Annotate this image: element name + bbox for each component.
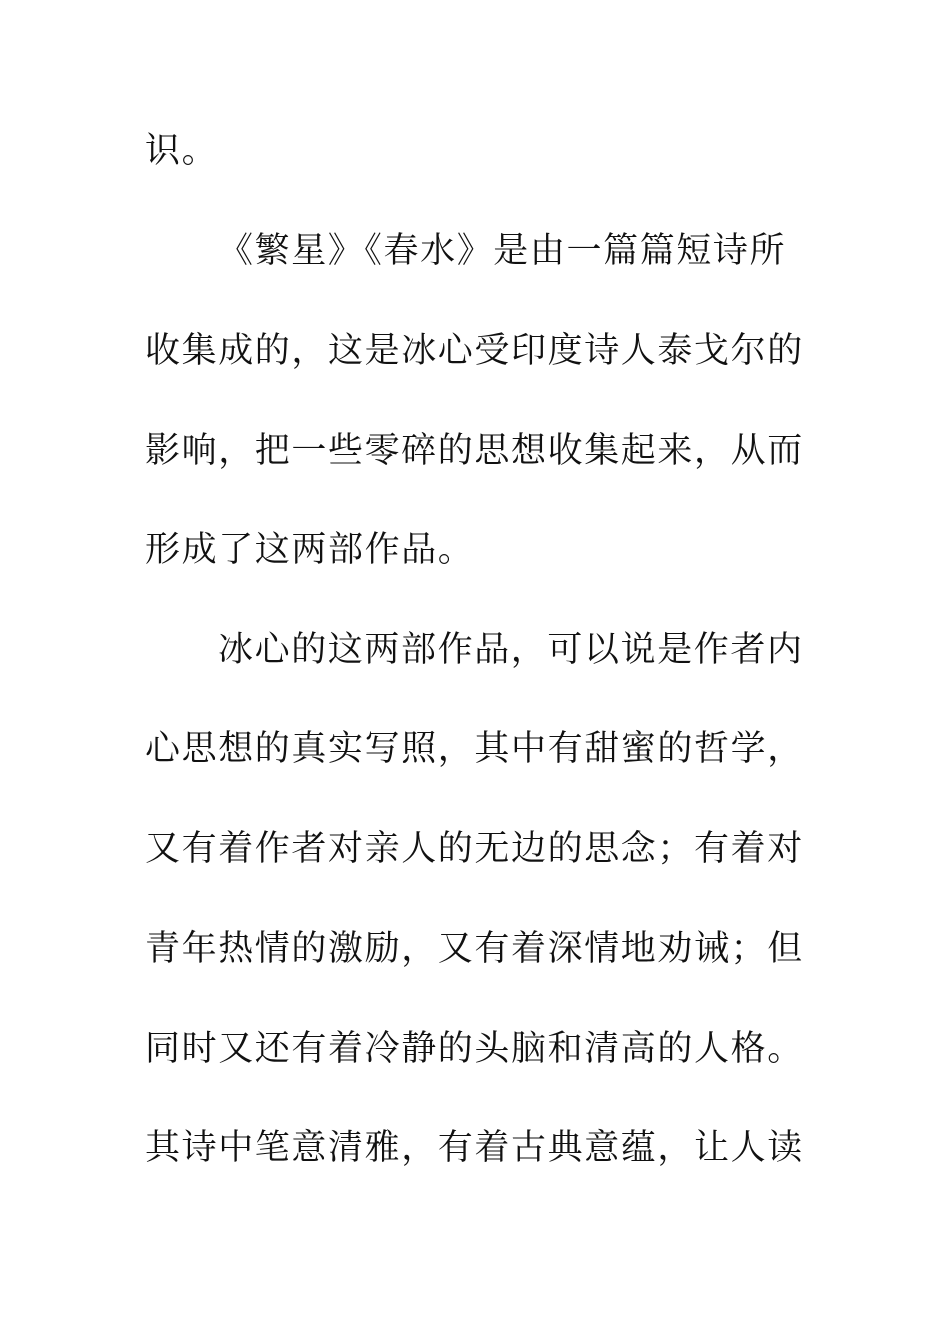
text-line: 形成了这两部作品。: [145, 530, 475, 570]
paragraph-first-line: 冰心的这两部作品，可以说是作者内: [218, 630, 804, 670]
text-line: 青年热情的激励，又有着深情地劝诫；但: [145, 929, 804, 969]
text-line: 收集成的，这是冰心受印度诗人泰戈尔的: [145, 331, 804, 371]
text-line: 又有着作者对亲人的无边的思念；有着对: [145, 829, 804, 869]
text-line: 识。: [145, 131, 219, 171]
text-line: 同时又还有着冷静的头脑和清高的人格。: [145, 1029, 804, 1069]
text-line: 影响，把一些零碎的思想收集起来，从而: [145, 431, 804, 471]
text-line: 其诗中笔意清雅，有着古典意蕴，让人读: [145, 1128, 804, 1168]
text-line: 心思想的真实写照，其中有甜蜜的哲学，: [145, 729, 804, 769]
paragraph-first-line: 《繁星》《春水》是由一篇篇短诗所: [218, 231, 787, 271]
